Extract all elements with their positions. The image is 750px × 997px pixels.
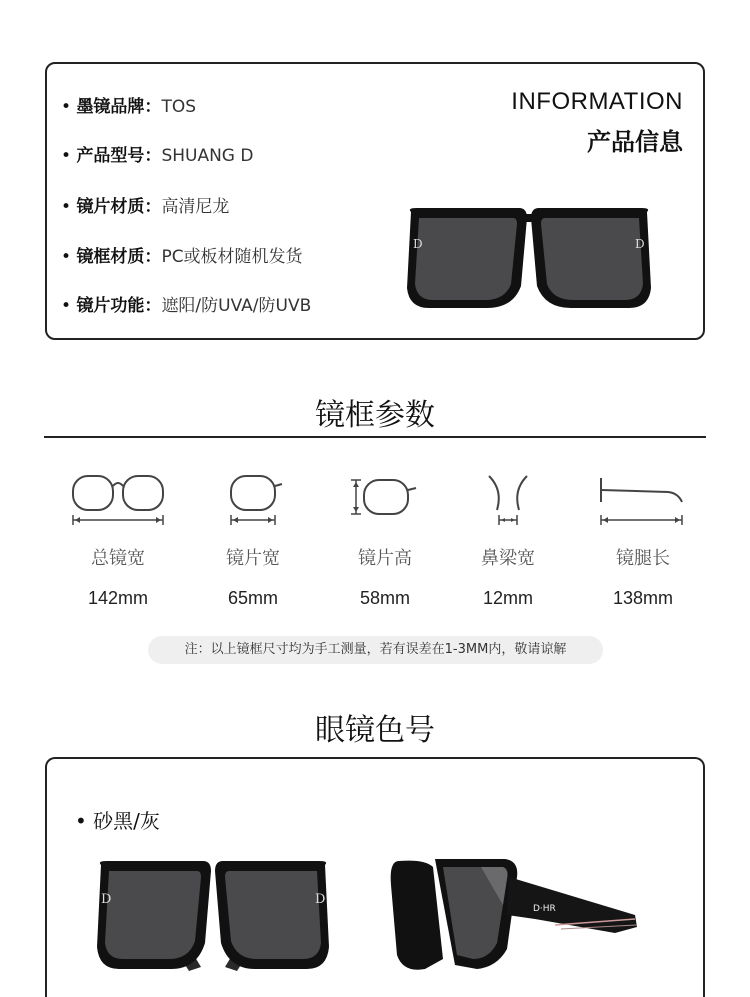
dimension-label: 总镜宽 bbox=[91, 548, 145, 569]
svg-text:D: D bbox=[635, 237, 645, 251]
bridge-width-icon bbox=[453, 472, 563, 530]
sunglasses-front-image bbox=[403, 204, 655, 312]
dimension-value: 142mm bbox=[87, 588, 149, 608]
spec-value: 遮阳/防UVA/防UVB bbox=[161, 296, 312, 316]
temple-length-icon bbox=[588, 472, 698, 530]
svg-text:D: D bbox=[315, 892, 326, 907]
dimension-temple-length bbox=[588, 472, 698, 608]
dimension-label: 镜片高 bbox=[358, 548, 412, 569]
dimension-label: 鼻梁宽 bbox=[481, 548, 535, 569]
svg-text:D: D bbox=[413, 237, 423, 251]
frame-params-title: 镜框参数 bbox=[315, 398, 435, 433]
spec-brand: • 墨镜品牌：TOS bbox=[61, 97, 196, 117]
spec-model: • 产品型号：SHUANG D bbox=[61, 146, 254, 166]
spec-value: TOS bbox=[161, 97, 196, 117]
color-card bbox=[45, 757, 705, 997]
spec-key: 镜片材质： bbox=[76, 197, 162, 217]
section-divider bbox=[44, 436, 706, 438]
dimension-total-width bbox=[63, 472, 173, 608]
color-option: • 砂黑/灰 bbox=[75, 809, 160, 833]
lens-width-icon bbox=[198, 472, 308, 530]
dimension-value: 138mm bbox=[612, 588, 674, 608]
sunglasses-side-photo bbox=[385, 855, 645, 975]
spec-lens-function: • 镜片功能：遮阳/防UVA/防UVB bbox=[61, 296, 312, 316]
dimension-value: 12mm bbox=[482, 588, 533, 608]
dimension-bridge-width bbox=[453, 472, 563, 608]
product-info-card bbox=[45, 62, 705, 340]
color-section-title: 眼镜色号 bbox=[315, 713, 435, 748]
dimension-value: 65mm bbox=[227, 588, 278, 608]
spec-lens-material: • 镜片材质：高清尼龙 bbox=[61, 197, 230, 217]
info-title-cn: 产品信息 bbox=[587, 128, 683, 156]
sunglasses-front-photo bbox=[93, 859, 333, 971]
info-title-en: INFORMATION bbox=[511, 88, 683, 115]
spec-value: PC或板材随机发货 bbox=[161, 247, 303, 267]
dimension-lens-height bbox=[330, 472, 440, 608]
dimension-label: 镜片宽 bbox=[226, 548, 280, 569]
spec-value: 高清尼龙 bbox=[161, 197, 230, 217]
dimension-label: 镜腿长 bbox=[616, 548, 670, 569]
measurement-note: 注：以上镜框尺寸均为手工测量，若有误差在1-3MM内，敬请谅解 bbox=[148, 636, 603, 664]
spec-frame-material: • 镜框材质：PC或板材随机发货 bbox=[61, 247, 303, 267]
total-width-icon bbox=[63, 472, 173, 530]
svg-text:D: D bbox=[101, 892, 112, 907]
spec-key: 镜框材质： bbox=[76, 247, 162, 267]
spec-key: 墨镜品牌： bbox=[76, 97, 162, 117]
color-option-label: 砂黑/灰 bbox=[93, 809, 160, 833]
dimension-value: 58mm bbox=[359, 588, 410, 608]
spec-key: 产品型号： bbox=[76, 146, 162, 166]
dimension-lens-width bbox=[198, 472, 308, 608]
spec-key: 镜片功能： bbox=[76, 296, 162, 316]
spec-value: SHUANG D bbox=[161, 146, 254, 166]
lens-height-icon bbox=[330, 472, 440, 530]
temple-logo: D·HR bbox=[533, 904, 556, 914]
